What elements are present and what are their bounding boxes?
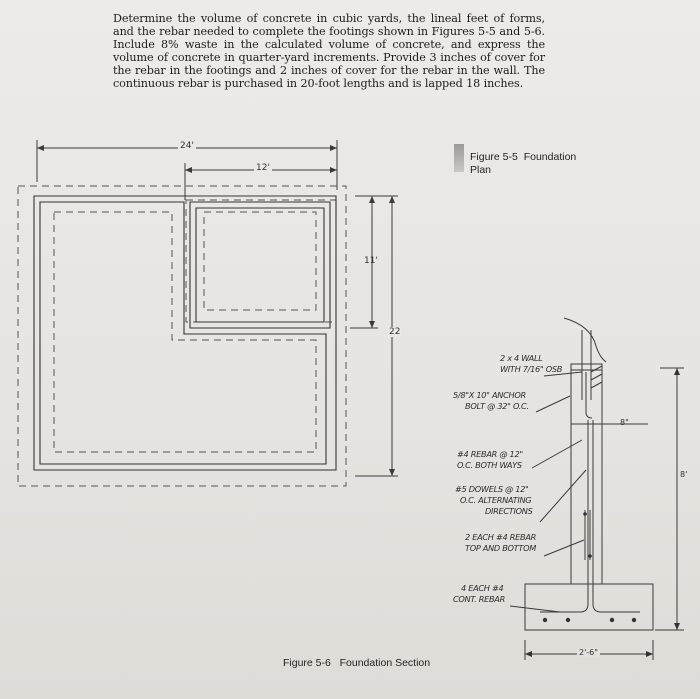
figure-5-5-title-line2: Plan	[470, 164, 492, 176]
label-wall	[500, 353, 562, 375]
dim-footing-width: 2'-6"	[579, 648, 598, 657]
label-dowels-line2: O.C. ALTERNATING	[460, 495, 532, 505]
label-rebar-line1: #4 REBAR @ 12"	[457, 449, 523, 459]
dim-wall-thickness: 8"	[620, 418, 629, 427]
label-anchor-line1: 5/8"X 10" ANCHOR	[453, 390, 526, 400]
label-anchor-bolt	[453, 390, 529, 412]
problem-statement: Determine the volume of concrete in cubic yards, the lineal feet of forms, and the rebar needed to complete the footings shown in Figures 5-5 and 5-6. Include 8% waste in the calculated volume of concrete, and express the volume of concrete in quarter-yard increments. Provide 3 inches of cover for the rebar in the footings and 2 inches of cover for the rebar in the wall. The continuous rebar is purchased in 20-foot lengths and is lapped 18 inches.	[113, 12, 545, 90]
label-wall-rebar	[465, 532, 536, 554]
label-dowels-line3: DIRECTIONS	[485, 506, 533, 516]
dim-inner-height: 11'	[364, 256, 378, 266]
dim-inner-width: 12'	[256, 163, 270, 173]
label-rebar-line2: O.C. BOTH WAYS	[457, 460, 522, 470]
label-cont-line1: 4 EACH #4	[461, 583, 504, 593]
figure-5-5-title-line1: Foundation	[523, 151, 577, 163]
figure-5-6-caption	[283, 657, 430, 670]
label-footing-rebar	[457, 449, 523, 471]
label-continuous-rebar	[453, 583, 505, 605]
label-dowels	[455, 484, 532, 517]
figure-5-5-number: Figure 5-5	[470, 151, 518, 163]
figure-5-6-number: Figure 5-6	[283, 657, 331, 669]
label-wallbar-line2: TOP AND BOTTOM	[465, 543, 536, 553]
label-dowels-line1: #5 DOWELS @ 12"	[455, 484, 529, 494]
dim-overall-width: 24'	[180, 141, 194, 151]
label-anchor-line2: BOLT @ 32" O.C.	[465, 401, 529, 411]
label-wallbar-line1: 2 EACH #4 REBAR	[465, 532, 537, 542]
label-wall-line1: 2 x 4 WALL	[500, 353, 543, 363]
dim-wall-height: 8'	[680, 470, 688, 479]
dim-overall-height: 22	[389, 327, 401, 337]
label-wall-line2: WITH 7/16" OSB	[500, 364, 563, 374]
figure-5-6-title: Foundation Section	[339, 657, 431, 669]
label-cont-line2: CONT. REBAR	[453, 594, 505, 604]
